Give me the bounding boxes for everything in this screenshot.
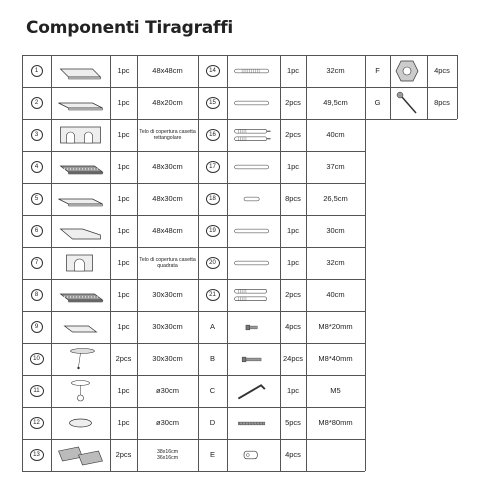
rect-house-icon (51, 119, 110, 151)
part-quantity (280, 311, 306, 343)
part-size (306, 407, 365, 439)
part-size (306, 439, 365, 471)
carpet-board-icon (51, 151, 110, 183)
part-quantity (427, 87, 457, 119)
part-number (22, 311, 51, 343)
part-size-text: 26,5cm (323, 194, 348, 204)
part-quantity (280, 119, 306, 151)
part-size (306, 311, 365, 343)
part-size-text: 38x16cm 36x16cm (156, 448, 179, 461)
part-quantity-text: 1pc (286, 386, 300, 396)
part-size-text: Telo di copertura casetta quadrata (139, 256, 196, 269)
part-quantity-text: 2pcs (115, 354, 132, 364)
part-size-text: ø30cm (156, 386, 179, 396)
part-size (137, 87, 198, 119)
part-size (137, 151, 198, 183)
part-quantity-text: 5pcs (285, 418, 301, 428)
part-number-label: 18 (206, 193, 220, 205)
part-size (137, 439, 198, 471)
part-number (22, 247, 51, 279)
page-title: Componenti Tiragraffi (26, 18, 234, 38)
allen-key-icon (227, 375, 280, 407)
nut-icon (390, 55, 427, 87)
part-number-label: 7 (31, 257, 43, 269)
part-quantity-text: 4pcs (285, 450, 301, 460)
part-size-text: 49,5cm (323, 98, 348, 108)
part-size-text: 30x30cm (152, 354, 183, 364)
part-size (137, 119, 198, 151)
part-number (198, 151, 227, 183)
part-quantity (427, 55, 457, 87)
part-size-text: M5 (330, 386, 341, 396)
rect-board-icon (51, 87, 110, 119)
part-number (198, 279, 227, 311)
part-size-text: 32cm (326, 66, 345, 76)
part-number-label: 3 (31, 129, 43, 141)
part-size (306, 343, 365, 375)
part-number-label: D (209, 418, 216, 428)
part-quantity-text: 1pc (117, 194, 130, 204)
part-quantity-text: 1pc (117, 66, 130, 76)
part-number-label: C (209, 386, 216, 396)
part-number-label: 20 (206, 257, 220, 269)
part-number (22, 279, 51, 311)
part-quantity-text: 1pc (117, 386, 130, 396)
part-quantity-text: 8pcs (434, 98, 450, 108)
part-size (137, 311, 198, 343)
post-plain-icon (227, 247, 280, 279)
hammock-icon (51, 343, 110, 375)
part-number-label: A (209, 322, 215, 332)
wall-bracket-icon (227, 439, 280, 471)
part-quantity-text: 1pc (286, 258, 300, 268)
part-number (198, 87, 227, 119)
part-number-label: 14 (206, 65, 220, 77)
part-quantity (110, 343, 137, 375)
part-size-text: 30x30cm (152, 322, 183, 332)
part-number (198, 183, 227, 215)
round-base-icon (51, 407, 110, 439)
part-size-text: 40cm (326, 290, 345, 300)
bolt-icon (227, 311, 280, 343)
part-size-text: 30x30cm (152, 290, 183, 300)
part-size-text: Telo di copertura casetta rettangolare (139, 128, 196, 141)
part-number-label: 6 (31, 225, 43, 237)
small-board-icon (51, 311, 110, 343)
part-quantity (110, 375, 137, 407)
post-pair-screw-icon (227, 119, 280, 151)
post-sisal-icon (227, 55, 280, 87)
part-number-label: 16 (206, 129, 220, 141)
part-number (365, 87, 390, 119)
part-quantity-text: 1pc (286, 66, 300, 76)
part-number-label: 4 (31, 161, 43, 173)
part-number-label: F (375, 66, 380, 76)
row-divider (365, 119, 457, 120)
part-size (306, 119, 365, 151)
post-pair-icon (227, 279, 280, 311)
part-quantity-text: 1pc (117, 322, 130, 332)
double-screw-icon (227, 407, 280, 439)
part-number-label: 9 (31, 321, 43, 333)
part-number (198, 119, 227, 151)
part-number-label: 15 (206, 97, 220, 109)
part-quantity-text: 4pcs (285, 322, 301, 332)
part-number-label: 11 (30, 385, 44, 397)
part-number-label: 5 (31, 193, 43, 205)
part-number (22, 151, 51, 183)
part-quantity-text: 1pc (286, 162, 300, 172)
part-number (198, 407, 227, 439)
part-quantity (110, 279, 137, 311)
part-size-text: M8*20mm (318, 322, 353, 332)
part-size-text: 48x20cm (152, 98, 183, 108)
square-board-icon (51, 55, 110, 87)
part-quantity (110, 311, 137, 343)
part-quantity (280, 279, 306, 311)
post-plain-icon (227, 87, 280, 119)
post-plain-icon (227, 151, 280, 183)
part-size (137, 343, 198, 375)
part-quantity-text: 1pc (117, 290, 130, 300)
part-size (137, 215, 198, 247)
column-divider (457, 55, 458, 119)
ramp-icon (51, 439, 110, 471)
part-quantity (110, 183, 137, 215)
part-size (137, 55, 198, 87)
part-quantity-text: 4pcs (434, 66, 450, 76)
part-number-label: 10 (30, 353, 44, 365)
part-size-text: ø30cm (156, 418, 179, 428)
part-size (137, 375, 198, 407)
part-quantity (280, 439, 306, 471)
part-size-text: M8*40mm (318, 354, 353, 364)
part-quantity (280, 55, 306, 87)
part-size-text: 37cm (326, 162, 345, 172)
part-number (198, 375, 227, 407)
part-number-label: 12 (30, 417, 44, 429)
part-number (22, 55, 51, 87)
part-size (306, 87, 365, 119)
part-size (137, 407, 198, 439)
part-quantity (280, 151, 306, 183)
part-quantity-text: 8pcs (285, 194, 301, 204)
part-size (306, 375, 365, 407)
part-quantity-text: 1pc (117, 98, 130, 108)
part-quantity (280, 375, 306, 407)
part-size (137, 279, 198, 311)
part-number (22, 407, 51, 439)
part-number (22, 343, 51, 375)
part-quantity (280, 247, 306, 279)
part-quantity-text: 1pc (117, 162, 130, 172)
part-size-text: 30cm (326, 226, 345, 236)
part-size-text: 40cm (326, 130, 345, 140)
part-number-label: 19 (206, 225, 220, 237)
short-post-icon (227, 183, 280, 215)
part-number-label: 13 (30, 449, 44, 461)
part-size-text: 48x48cm (152, 66, 183, 76)
part-quantity (280, 87, 306, 119)
part-quantity (280, 407, 306, 439)
part-quantity-text: 2pcs (285, 98, 301, 108)
ball-toy-icon (51, 375, 110, 407)
part-quantity (280, 183, 306, 215)
part-quantity (110, 247, 137, 279)
part-number (198, 439, 227, 471)
part-quantity-text: 1pc (286, 226, 300, 236)
part-quantity (110, 87, 137, 119)
part-quantity-text: 1pc (117, 418, 130, 428)
carpet-board-icon (51, 279, 110, 311)
part-number-label: 8 (31, 289, 43, 301)
part-size (137, 183, 198, 215)
part-quantity (110, 151, 137, 183)
part-quantity-text: 2pcs (115, 450, 132, 460)
part-size (306, 55, 365, 87)
part-number (22, 87, 51, 119)
part-number (198, 343, 227, 375)
part-number-label: 2 (31, 97, 43, 109)
part-size (306, 151, 365, 183)
part-number-label: 1 (31, 65, 43, 77)
corner-board-icon (51, 215, 110, 247)
part-number-label: G (374, 98, 381, 108)
part-number (22, 215, 51, 247)
square-house-icon (51, 247, 110, 279)
part-number (22, 375, 51, 407)
post-plain-icon (227, 215, 280, 247)
part-quantity-text: 1pc (117, 226, 130, 236)
part-number (198, 311, 227, 343)
part-number (198, 247, 227, 279)
part-size (306, 279, 365, 311)
part-number-label: 21 (206, 289, 220, 301)
part-quantity-text: 2pcs (285, 130, 301, 140)
part-quantity (110, 119, 137, 151)
row-divider (22, 471, 365, 472)
part-number (22, 119, 51, 151)
part-number (22, 183, 51, 215)
part-size-text: 32cm (326, 258, 345, 268)
part-quantity-text: 2pcs (285, 290, 301, 300)
part-quantity (280, 343, 306, 375)
part-size-text: M8*80mm (318, 418, 353, 428)
part-number-label: 17 (206, 161, 220, 173)
part-quantity-text: 1pc (117, 258, 130, 268)
rect-board-icon (51, 183, 110, 215)
long-bolt-icon (227, 343, 280, 375)
part-size-text: 48x48cm (152, 226, 183, 236)
part-size (306, 183, 365, 215)
part-number (198, 55, 227, 87)
part-quantity-text: 1pc (117, 130, 130, 140)
wood-screw-icon (390, 87, 427, 119)
part-quantity (110, 55, 137, 87)
part-quantity (110, 215, 137, 247)
part-size-text: 48x30cm (152, 162, 183, 172)
part-quantity (110, 439, 137, 471)
part-size (306, 215, 365, 247)
part-size (137, 247, 198, 279)
part-number (365, 55, 390, 87)
part-size (306, 247, 365, 279)
part-quantity (110, 407, 137, 439)
part-quantity-text: 24pcs (282, 354, 303, 364)
part-quantity (280, 215, 306, 247)
part-size-text: 48x30cm (152, 194, 183, 204)
part-number-label: B (209, 354, 215, 364)
part-number-label: E (209, 450, 215, 460)
part-number (198, 215, 227, 247)
part-number (22, 439, 51, 471)
